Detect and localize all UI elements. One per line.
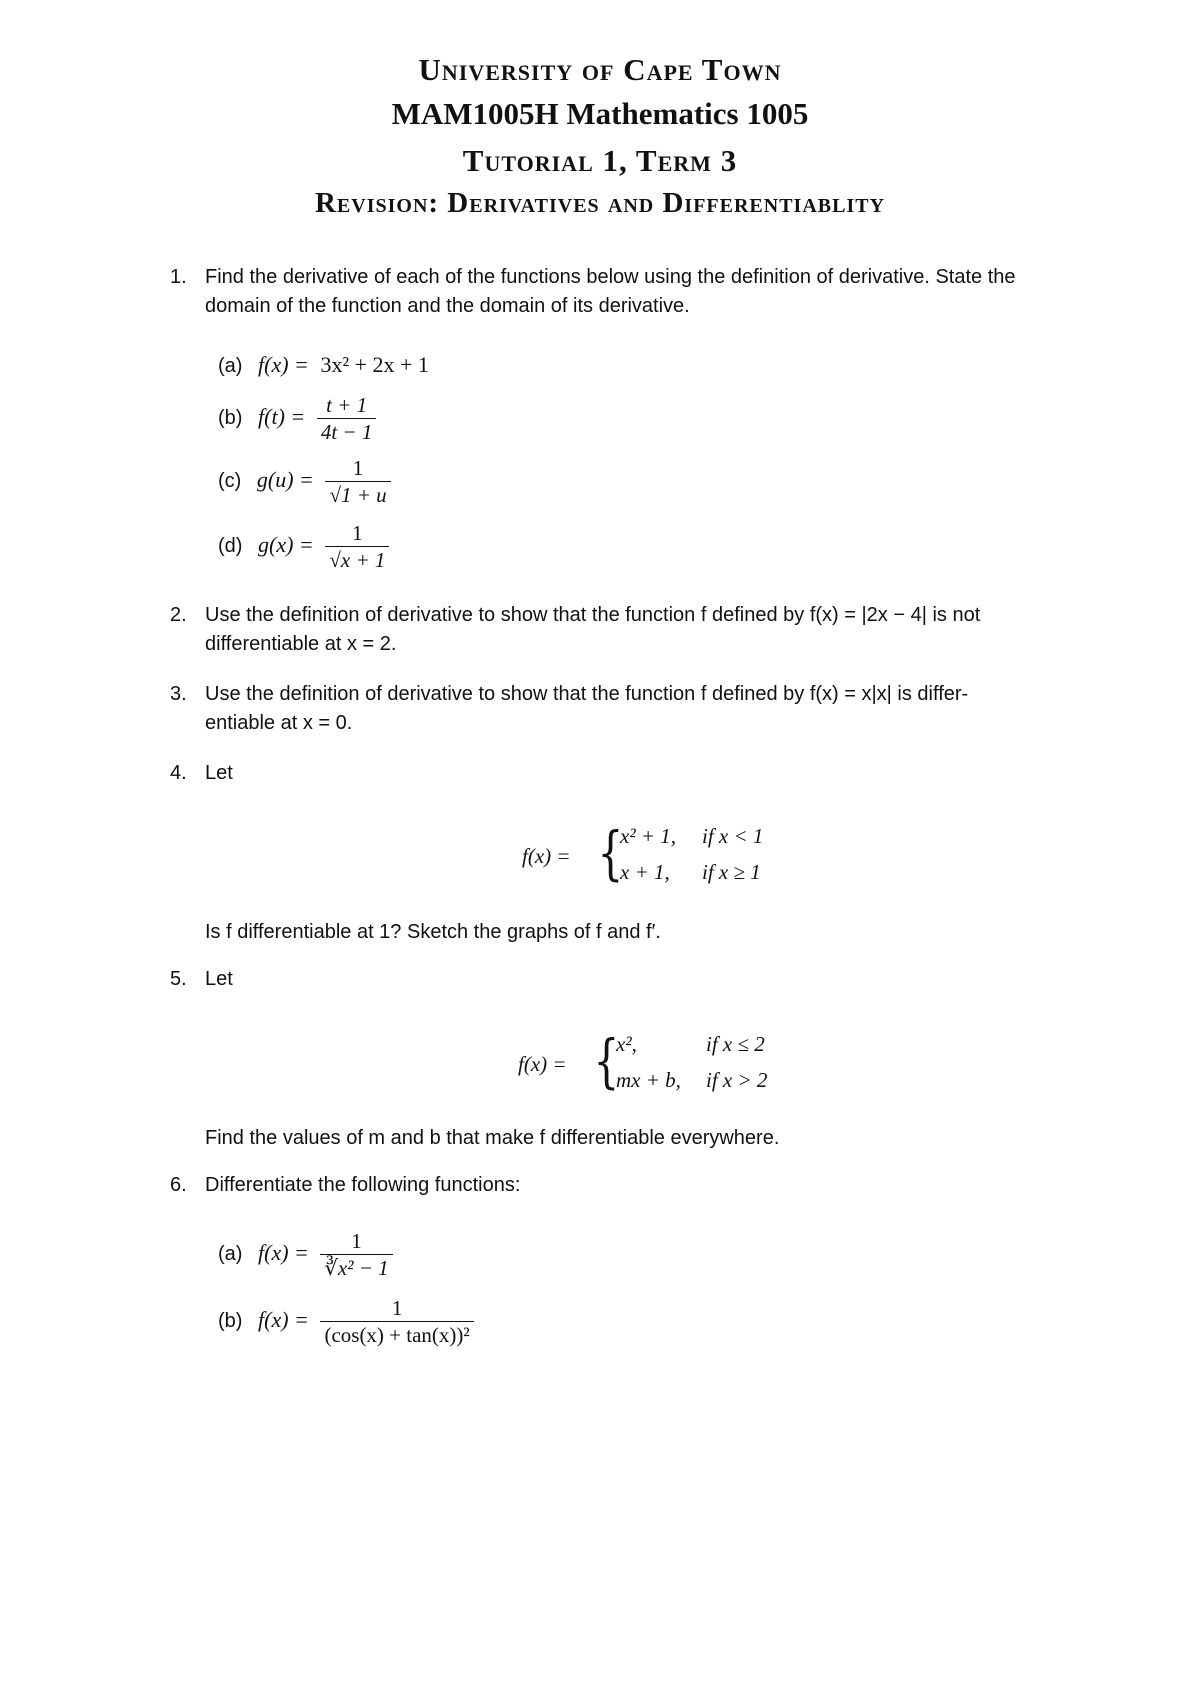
case-2-condition: if x > 2 bbox=[706, 1068, 768, 1092]
fraction-denominator: (cos(x) + tan(x))² bbox=[320, 1321, 473, 1348]
fraction-denominator: √1 + u bbox=[325, 481, 390, 508]
question-3-line-2: entiable at x = 0. bbox=[205, 712, 353, 734]
part-label: (a) bbox=[218, 1242, 243, 1265]
course-title: MAM1005H Mathematics 1005 bbox=[391, 96, 809, 131]
question-6a bbox=[218, 1228, 393, 1281]
fraction bbox=[325, 520, 389, 573]
question-5-follow-up: Find the values of m and b that make f differentiable everywhere. bbox=[205, 1127, 780, 1149]
case-2-expression: mx + b, bbox=[616, 1068, 681, 1092]
question-1-number: 1. bbox=[170, 266, 187, 288]
part-lhs: g(u) = bbox=[256, 466, 314, 492]
piecewise-lhs: f(x) = bbox=[518, 1052, 567, 1076]
part-label: (a) bbox=[218, 355, 243, 377]
fraction-numerator: 1 bbox=[352, 521, 363, 545]
question-4-follow-up: Is f differentiable at 1? Sketch the graphs of f and f′. bbox=[205, 921, 661, 943]
question-2-line-2: differentiable at x = 2. bbox=[205, 633, 397, 655]
question-1-line-2: domain of the function and the domain of its derivative. bbox=[205, 295, 690, 317]
part-lhs: g(x) = bbox=[258, 531, 314, 557]
fraction bbox=[325, 455, 390, 508]
question-4-intro: Let bbox=[205, 762, 233, 784]
fraction bbox=[320, 1295, 473, 1348]
question-5-piecewise bbox=[518, 1028, 808, 1108]
case-1-condition: if x ≤ 2 bbox=[706, 1032, 765, 1056]
fraction-denominator: ∛x² − 1 bbox=[320, 1254, 392, 1281]
question-3-number: 3. bbox=[170, 683, 187, 705]
part-lhs: f(t) = bbox=[258, 403, 306, 429]
part-label: (d) bbox=[218, 534, 243, 557]
question-1d bbox=[218, 520, 389, 573]
question-1-line-1: Find the derivative of each of the functions below using the definition of derivative. State the bbox=[205, 266, 1016, 288]
part-label: (b) bbox=[218, 1309, 243, 1332]
question-4-piecewise bbox=[522, 820, 802, 900]
case-2-condition: if x ≥ 1 bbox=[702, 860, 761, 884]
topic-title: Revision: Derivatives and Differentiablity bbox=[314, 187, 886, 219]
fraction-numerator: t + 1 bbox=[326, 393, 368, 417]
left-brace: { bbox=[597, 819, 624, 887]
question-6-number: 6. bbox=[170, 1174, 187, 1196]
question-5-number: 5. bbox=[170, 968, 187, 990]
case-1-condition: if x < 1 bbox=[702, 824, 764, 848]
tutorial-title: Tutorial 1, Term 3 bbox=[462, 143, 738, 178]
case-1-expression: x², bbox=[616, 1032, 637, 1056]
question-1a bbox=[218, 352, 429, 378]
question-1c bbox=[218, 455, 391, 508]
part-lhs: f(x) = bbox=[258, 1306, 309, 1332]
case-1-expression: x² + 1, bbox=[620, 824, 677, 848]
question-1b bbox=[218, 392, 376, 445]
question-4-number: 4. bbox=[170, 762, 187, 784]
question-6-intro: Differentiate the following functions: bbox=[205, 1174, 521, 1196]
fraction-numerator: 1 bbox=[391, 1296, 403, 1320]
case-2-expression: x + 1, bbox=[620, 860, 670, 884]
question-5-intro: Let bbox=[205, 968, 233, 990]
fraction-denominator: √x + 1 bbox=[325, 546, 389, 573]
fraction-numerator: 1 bbox=[351, 1229, 362, 1253]
question-2-line-1: Use the definition of derivative to show that the function f defined by f(x) = |2x − 4| is not bbox=[205, 604, 981, 626]
fraction-denominator: 4t − 1 bbox=[317, 418, 377, 445]
left-brace: { bbox=[593, 1027, 620, 1095]
university-title: University of Cape Town bbox=[418, 52, 782, 87]
part-label: (c) bbox=[218, 469, 242, 492]
question-2-number: 2. bbox=[170, 604, 187, 626]
piecewise-lhs: f(x) = bbox=[522, 844, 571, 868]
fraction bbox=[320, 1228, 392, 1281]
fraction bbox=[317, 392, 377, 445]
question-6b bbox=[218, 1295, 474, 1348]
part-lhs: f(x) = bbox=[258, 352, 309, 377]
part-lhs: f(x) = bbox=[258, 1239, 309, 1265]
fraction-numerator: 1 bbox=[352, 456, 364, 480]
part-expression: 3x² + 2x + 1 bbox=[320, 352, 429, 377]
part-label: (b) bbox=[218, 406, 243, 429]
question-3-line-1: Use the definition of derivative to show that the function f defined by f(x) = x|x| is differ- bbox=[205, 683, 969, 705]
